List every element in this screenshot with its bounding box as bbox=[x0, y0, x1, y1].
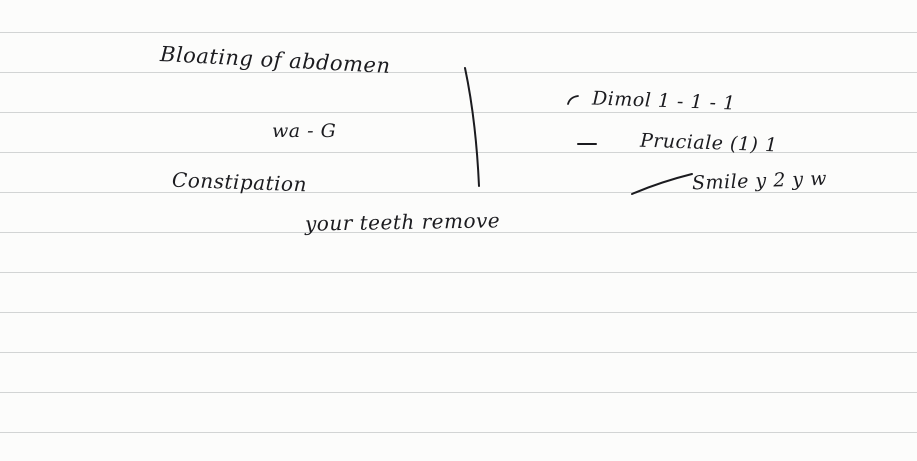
slash-stroke bbox=[632, 174, 692, 194]
note-smile: Smile y 2 y w bbox=[691, 167, 828, 195]
note-teeth: your teeth remove bbox=[304, 208, 501, 236]
note-wa: wa - G bbox=[272, 120, 337, 142]
note-pruciale: Pruciale (1) 1 bbox=[639, 129, 778, 157]
bracket-mark bbox=[568, 96, 578, 104]
vertical-divider-stroke bbox=[465, 68, 479, 186]
note-bloating: Bloating of abdomen bbox=[159, 41, 392, 79]
note-constipation: Constipation bbox=[171, 167, 308, 197]
note-dimol: Dimol 1 - 1 - 1 bbox=[591, 87, 736, 115]
